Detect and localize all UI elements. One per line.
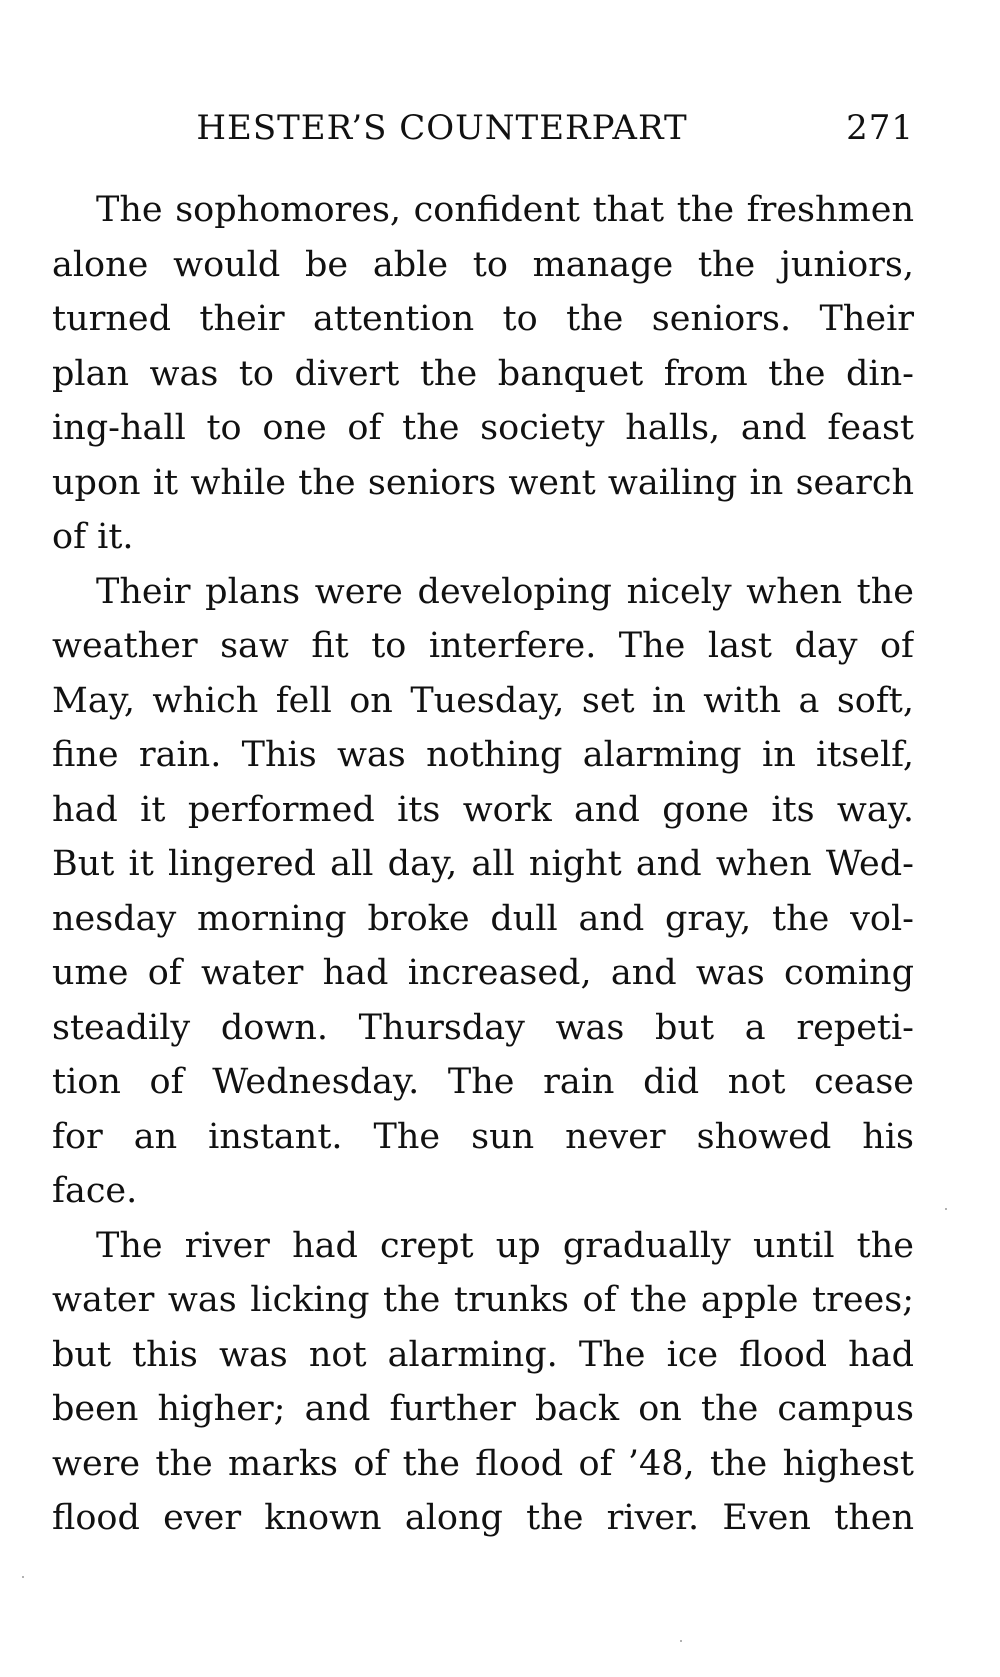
text-line: for an instant. The sun never showed his: [52, 1116, 914, 1157]
body-text: [52, 183, 914, 1546]
text-line: The river had crept up gradually until the: [96, 1225, 914, 1266]
text-line: ume of water had increased, and was coming: [52, 953, 914, 993]
text-line: Their plans were developing nicely when the: [96, 571, 914, 612]
running-head: [52, 108, 914, 160]
text-line: nesday morning broke dull and gray, the vol-: [52, 898, 914, 939]
text-line: But it lingered all day, all night and when Wed-: [52, 844, 914, 884]
text-line: plan was to divert the banquet from the din-: [52, 353, 914, 394]
text-line: fine rain. This was nothing alarming in itself,: [52, 735, 914, 775]
text-line: alone would be able to manage the juniors,: [52, 244, 914, 285]
paragraph-3: [52, 1219, 914, 1546]
paragraph-2: [52, 565, 914, 1219]
text-line: turned their attention to the seniors. Their: [52, 299, 914, 339]
text-line: of it.: [52, 517, 134, 557]
text-line: but this was not alarming. The ice flood had: [52, 1334, 914, 1375]
text-line: water was licking the trunks of the apple trees;: [52, 1280, 914, 1320]
text-line: face.: [52, 1171, 138, 1211]
running-head-title: HESTER’S COUNTERPART: [196, 108, 688, 148]
text-line: tion of Wednesday. The rain did not cease: [52, 1062, 914, 1102]
paper-speck: [680, 1640, 682, 1642]
text-line: been higher; and further back on the campus: [52, 1389, 914, 1429]
page-number: 271: [846, 108, 914, 148]
text-line: upon it while the seniors went wailing in search: [52, 462, 914, 503]
text-line: flood ever known along the river. Even then: [52, 1498, 914, 1538]
text-line: May, which fell on Tuesday, set in with a soft,: [52, 680, 914, 721]
paper-speck: [22, 1576, 24, 1578]
text-line: had it performed its work and gone its way.: [52, 789, 914, 830]
paragraph-1: [52, 183, 914, 565]
text-line: weather saw fit to interfere. The last day of: [52, 626, 914, 666]
paper-speck: [945, 1208, 947, 1210]
text-line: ing-hall to one of the society halls, and feast: [52, 408, 914, 448]
text-line: steadily down. Thursday was but a repeti-: [52, 1007, 914, 1048]
text-line: The sophomores, confident that the freshmen: [96, 190, 914, 230]
text-line: were the marks of the flood of ’48, the highest: [52, 1443, 914, 1484]
